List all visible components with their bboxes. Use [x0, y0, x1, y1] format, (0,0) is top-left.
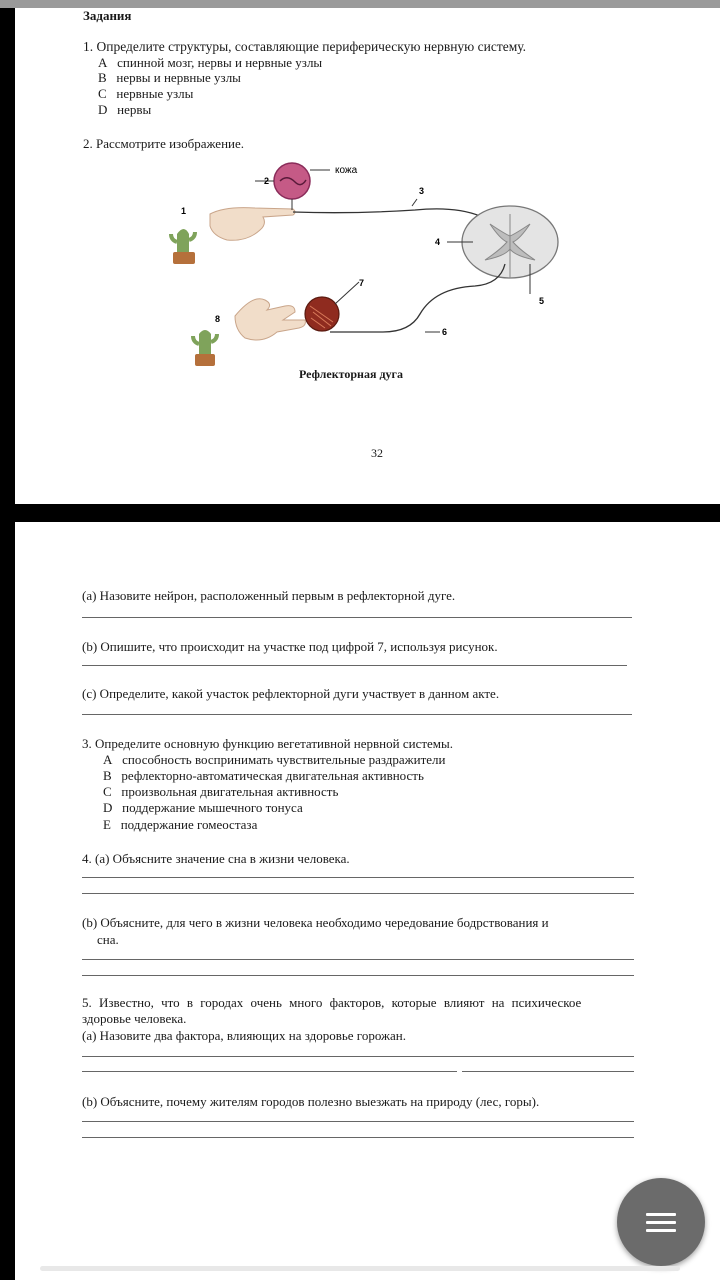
- answer-line: [82, 877, 634, 878]
- q3-option-b: B рефлекторно-автоматическая двигательная активность: [103, 768, 424, 783]
- diagram-label-8: 8: [215, 314, 221, 324]
- skin-receptor-icon: [274, 163, 310, 199]
- q3-option-e: E поддержание гомеостаза: [103, 817, 258, 832]
- question-2c-text: (c) Определите, какой участок рефлекторной дуги участвует в данном акте.: [82, 686, 500, 701]
- question-2-text: 2. Рассмотрите изображение.: [83, 136, 245, 151]
- diagram-label-4: 4: [435, 237, 441, 247]
- q1-option-a: A спинной мозг, нервы и нервные узлы: [98, 55, 323, 70]
- q1-option-c: C нервные узлы: [98, 86, 194, 101]
- diagram-label-2: 2: [264, 176, 270, 186]
- diagram-label-1: 1: [181, 206, 187, 216]
- hamburger-menu-icon: [646, 1208, 676, 1237]
- answer-line: [82, 1137, 634, 1138]
- answer-line: [82, 617, 632, 618]
- skin-label: кожа: [335, 165, 358, 176]
- spinal-cord-icon: [462, 206, 558, 278]
- document-page-2: [15, 522, 720, 1280]
- page-number: 32: [371, 446, 383, 460]
- q1-option-b: B нервы и нервные узлы: [98, 70, 241, 85]
- question-5b-text: (b) Объясните, почему жителям городов полезно выезжать на природу (лес, горы).: [82, 1094, 540, 1109]
- question-2b-text: (b) Опишите, что происходит на участке под цифрой 7, используя рисунок.: [82, 639, 498, 654]
- diagram-label-7: 7: [359, 278, 365, 288]
- horizontal-scrollbar[interactable]: [40, 1266, 680, 1271]
- answer-line: [82, 1071, 457, 1072]
- cactus-top-icon: [171, 229, 195, 264]
- question-4b-text-line2: сна.: [97, 932, 119, 947]
- answer-line: [462, 1071, 634, 1072]
- answer-line: [82, 1056, 634, 1057]
- menu-button[interactable]: [617, 1178, 705, 1266]
- withdrawn-hand-icon: [235, 299, 305, 340]
- section-title: Задания: [83, 8, 132, 23]
- answer-line: [82, 959, 634, 960]
- q3-option-c: C произвольная двигательная активность: [103, 784, 339, 799]
- question-2a-text: (a) Назовите нейрон, расположенный первым в рефлекторной дуге.: [82, 588, 456, 603]
- answer-line: [82, 893, 634, 894]
- question-3-text: 3. Определите основную функцию вегетативной нервной системы.: [82, 736, 453, 751]
- document-page-1: [15, 8, 720, 504]
- answer-line: [82, 714, 632, 715]
- question-5-text-line1: 5. Известно, что в городах очень много факторов, которые влияют на психическое: [82, 995, 582, 1010]
- top-bar: [0, 0, 720, 8]
- question-1-text: 1. Определите структуры, составляющие периферическую нервную систему.: [83, 39, 527, 54]
- q1-option-d: D нервы: [98, 102, 152, 117]
- diagram-label-3: 3: [419, 186, 425, 196]
- q3-option-d: D поддержание мышечного тонуса: [103, 800, 303, 815]
- question-4b-text-line1: (b) Объясните, для чего в жизни человека необходимо чередование бодрствования и: [82, 915, 549, 930]
- question-5-text-line2: здоровье человека.: [82, 1011, 187, 1026]
- pointing-hand-icon: [210, 208, 295, 241]
- answer-line: [82, 1121, 634, 1122]
- diagram-label-6: 6: [442, 327, 448, 337]
- answer-line: [82, 975, 634, 976]
- cactus-bottom-icon: [193, 330, 217, 366]
- reflex-arc-diagram: [155, 154, 575, 384]
- q3-option-a: A способность воспринимать чувствительные раздражители: [103, 752, 446, 767]
- answer-line: [82, 665, 627, 666]
- diagram-caption: Рефлекторная дуга: [299, 367, 403, 381]
- diagram-label-5: 5: [539, 296, 545, 306]
- question-4a-text: 4. (a) Объясните значение сна в жизни человека.: [82, 851, 350, 866]
- question-5a-text: (a) Назовите два фактора, влияющих на здоровье горожан.: [82, 1028, 406, 1043]
- muscle-icon: [305, 297, 339, 331]
